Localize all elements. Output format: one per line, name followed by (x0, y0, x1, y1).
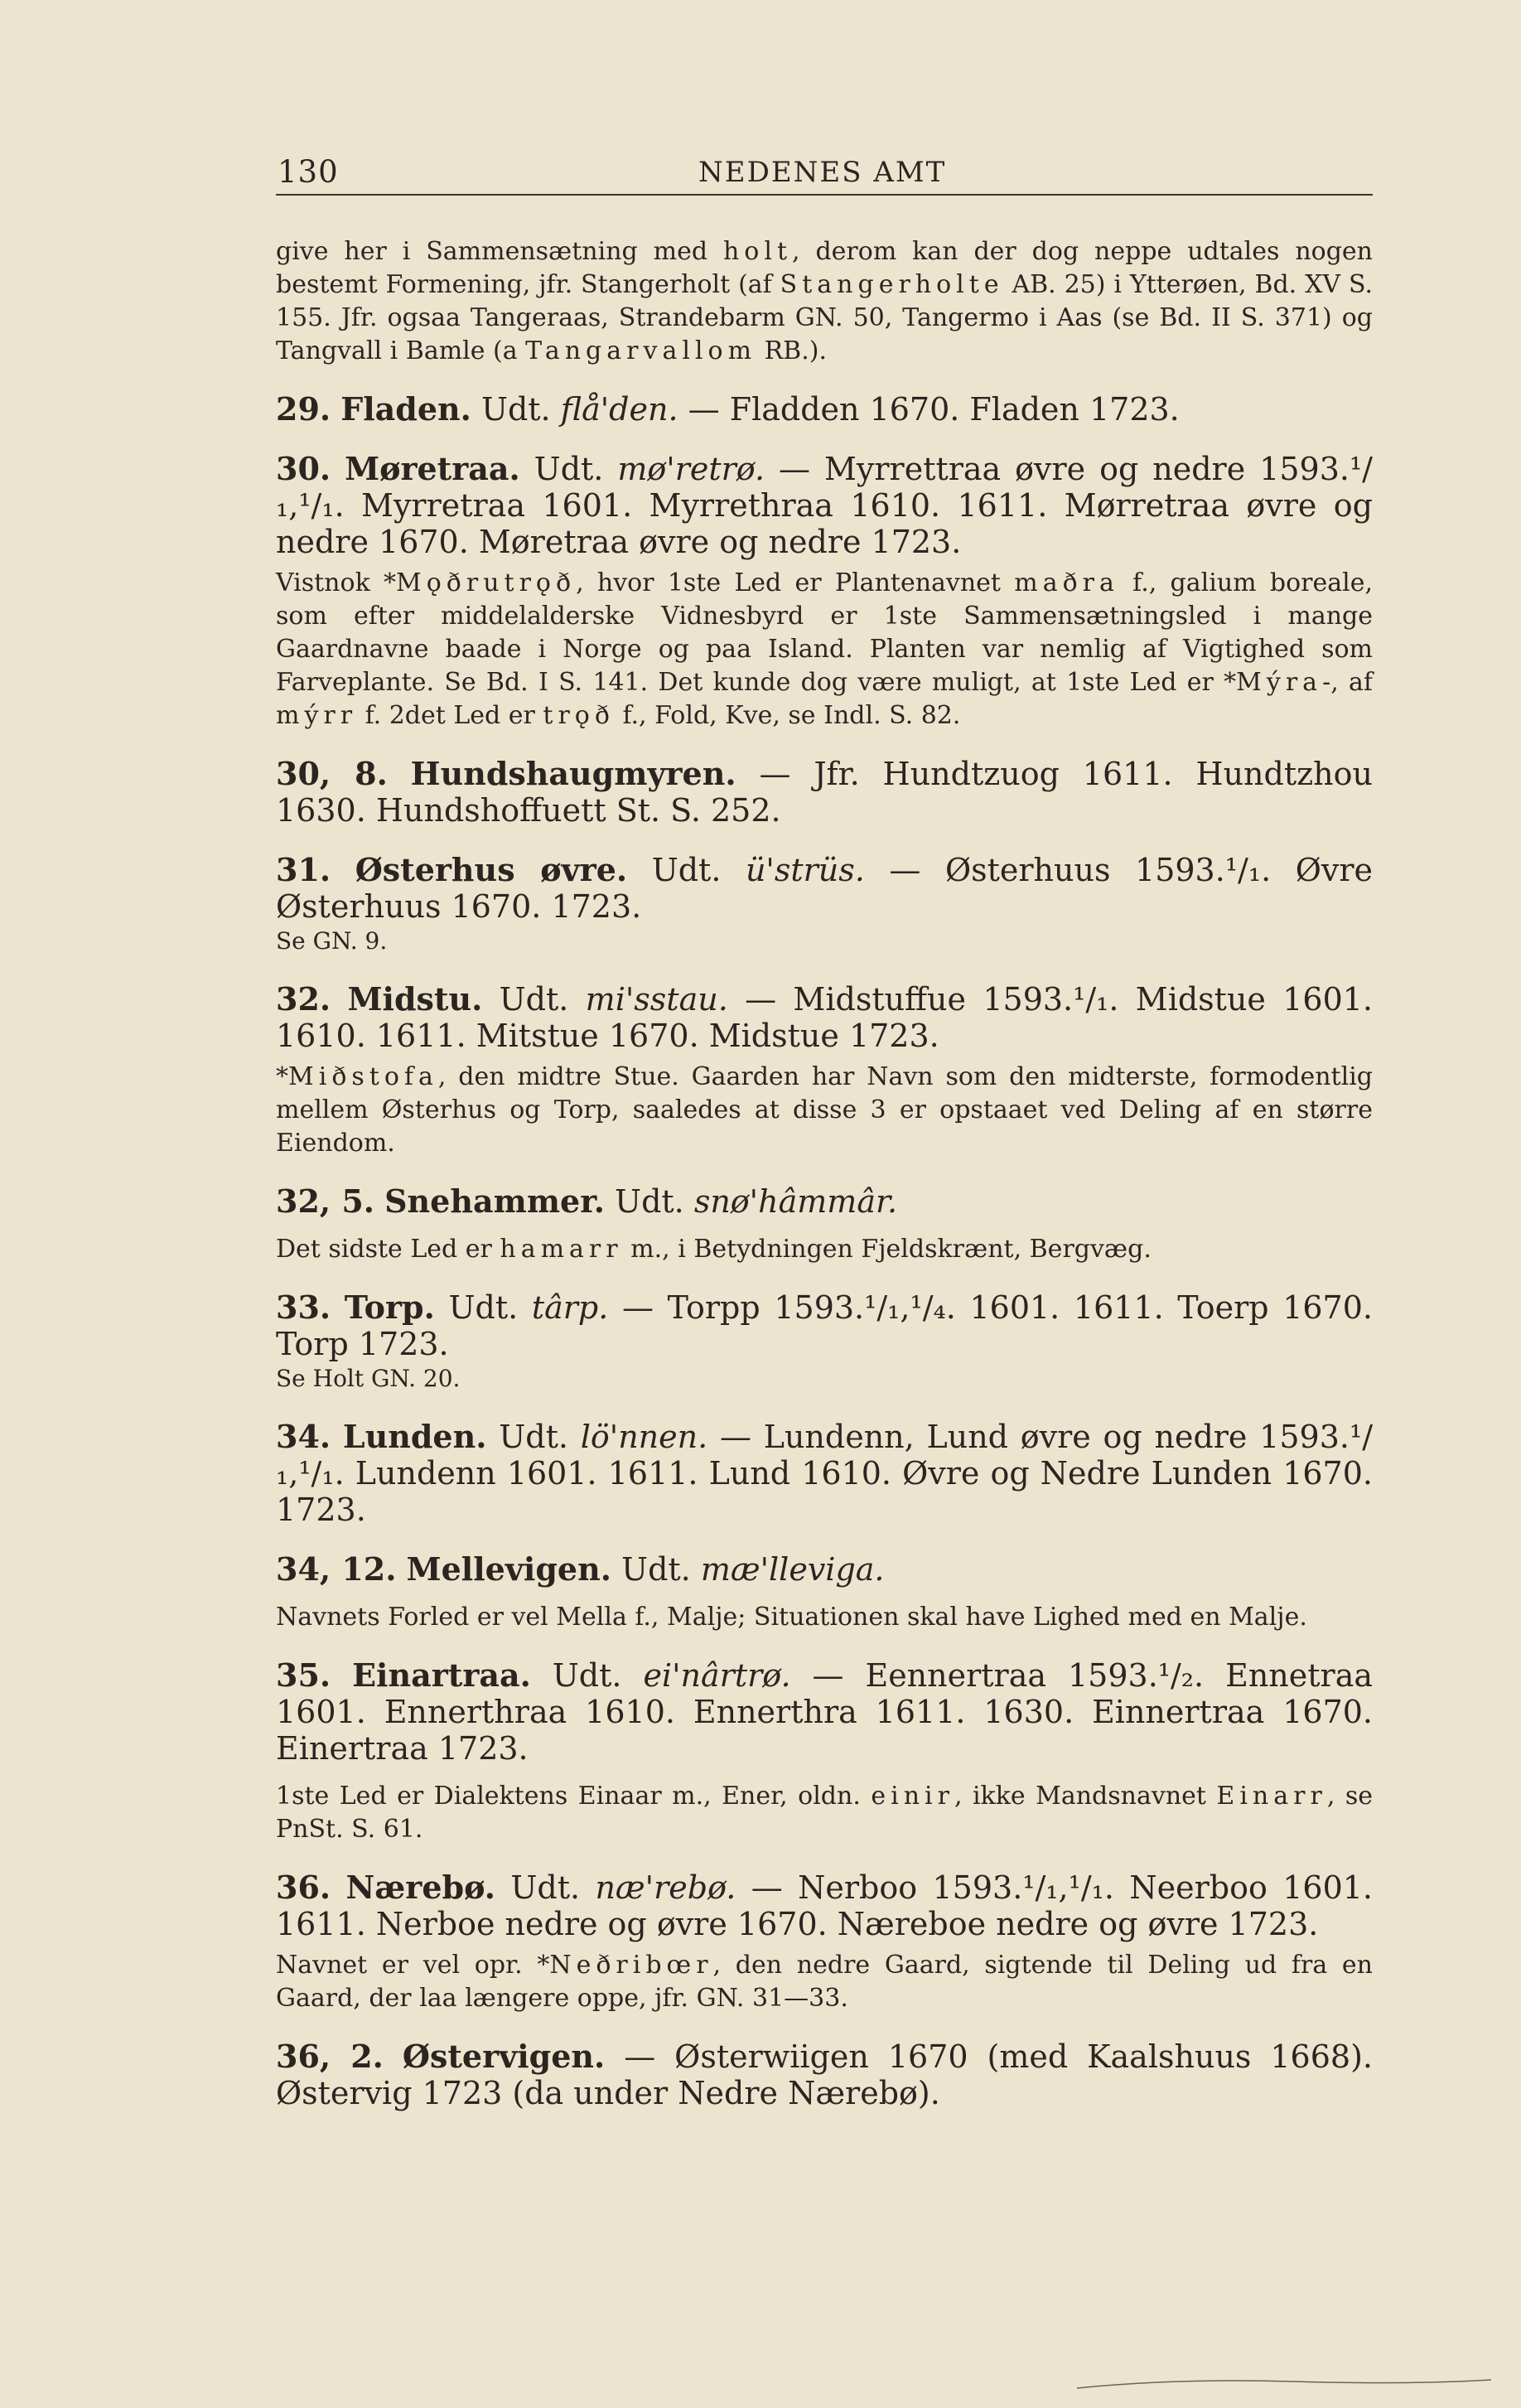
entry-34-12-note: Navnets Forled er vel Mella f., Malje; Situationen skal have Lighed med en Malje. (276, 1603, 1307, 1632)
entry-32-note: *Miðstofa, den midtre Stue. Gaarden har Navn som den midterste, formodentlig mellem Østerhus og Torp, saaledes at disse 3 er opstaaet ved Deling af en større Eiendom. (276, 1062, 1373, 1158)
entry-33-note: Se Holt GN. 20. (276, 1365, 461, 1392)
entry-30-note: Vistnok *Mǫðrutrǫð, hvor 1ste Led er Plantenavnet maðra f., galium boreale, som efter middelalderske Vidnesbyrd er 1ste Sammensætningsled i mange Gaardnavne baade i Norge og paa Island. Planten var nemlig af Vigtighed som Farveplante. Se Bd. I S. 141. Det kunde dog være muligt, at 1ste Led er *Mýra-, af mýrr f. 2det Led er trǫð f., Fold, Kve, se Indl. S. 82. (276, 568, 1373, 730)
entry-32-5-note: Det sidste Led er hamarr m., i Betydningen Fjeldskrænt, Bergvæg. (276, 1235, 1152, 1264)
entry-34-12: 34, 12. Mellevigen. Udt. mæ'lleviga. (276, 1550, 885, 1588)
entry-36-note: Navnet er vel opr. *Neðribœr, den nedre Gaard, sigtende til Deling ud fra en Gaard, der laa længere oppe, jfr. GN. 31—33. (276, 1951, 1373, 2013)
pencil-mark (1077, 2375, 1491, 2391)
entry-36-2: 36, 2. Østervigen. — Østerwiigen 1670 (med Kaalshuus 1668). Østervig 1723 (da under Nedre Nærebø). (276, 2038, 1373, 2111)
page-header (276, 154, 1373, 196)
entry-30: 30. Møretraa. Udt. mø'retrø. — Myrrettraa øvre og nedre 1593.¹/₁,¹/₁. Myrretraa 1601. Myrrethraa 1610. 1611. Mørretraa øvre og nedre 1670. Møretraa øvre og nedre 1723. (276, 450, 1373, 560)
entry-35: 35. Einartraa. Udt. ei'nârtrø. — Eennertraa 1593.¹/₂. Ennetraa 1601. Ennerthraa 1610. Ennerthra 1611. 1630. Einnertraa 1670. Einertraa 1723. (276, 1656, 1374, 1767)
entry-32-5: 32, 5. Snehammer. Udt. snø'hâmmâr. (276, 1182, 898, 1220)
page-number: 130 (278, 154, 339, 190)
entry-32: 32. Midstu. Udt. mi'sstau. — Midstuffue 1593.¹/₁. Midstue 1601. 1610. 1611. Mitstue 1670. Midstue 1723. (276, 980, 1374, 1054)
entry-31-note: Se GN. 9. (276, 927, 388, 955)
entry-36: 36. Nærebø. Udt. næ'rebø. — Nerboo 1593.¹/₁,¹/₁. Neerboo 1601. 1611. Nerboe nedre og øvre 1670. Næreboe nedre og øvre 1723. (276, 1869, 1373, 1942)
entry-30-8: 30, 8. Hundshaugmyren. — Jfr. Hundtzuog 1611. Hundtzhou 1630. Hundshoffuett St. S. 252. (276, 755, 1373, 829)
page-body (276, 235, 1373, 2111)
entry-33: 33. Torp. Udt. târp. — Torpp 1593.¹/₁,¹/₄. 1601. 1611. Toerp 1670. Torp 1723. (276, 1289, 1373, 1362)
continued-note: give her i Sammensætning med holt, derom kan der dog neppe udtales nogen bestemt Formening, jfr. Stangerholt (af Stangerholte AB. 25) i Ytterøen, Bd. XV S. 155. Jfr. ogsaa Tangeraas, Strandebarm GN. 50, Tangermo i Aas (se Bd. II S. 371) og Tangvall i Bamle (a Tangarvallom RB.). (276, 237, 1373, 365)
entry-31: 31. Østerhus øvre. Udt. ü'strüs. — Østerhuus 1593.¹/₁. Øvre Østerhuus 1670. 1723. (276, 851, 1373, 925)
entry-35-note: 1ste Led er Dialektens Einaar m., Ener, oldn. einir, ikke Mandsnavnet Einarr, se PnSt. S. 61. (276, 1782, 1373, 1844)
entry-29: 29. Fladen. Udt. flå'den. — Fladden 1670. Fladen 1723. (276, 390, 1180, 428)
running-title: NEDENES AMT (698, 156, 947, 189)
entry-34: 34. Lunden. Udt. lö'nnen. — Lundenn, Lund øvre og nedre 1593.¹/₁,¹/₁. Lundenn 1601. 1611. Lund 1610. Øvre og Nedre Lunden 1670. 1723. (276, 1418, 1374, 1528)
